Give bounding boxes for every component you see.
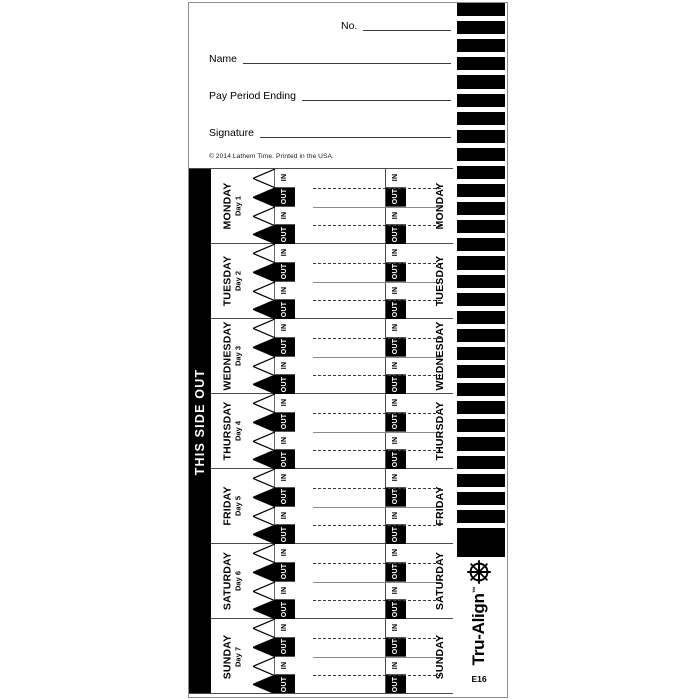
punch-slot-label: IN [392,174,400,182]
punch-slot-in[interactable] [275,544,295,563]
punch-slot-out[interactable] [386,300,406,319]
write-line-dashed [313,600,441,601]
day-label-name: FRIDAY [221,486,234,526]
alignment-barcode-ladder [457,3,505,548]
barcode-bar [457,166,505,179]
punch-slot-out[interactable] [275,413,295,432]
punch-slot-label: OUT [392,601,400,618]
punch-slot-label: IN [281,474,289,482]
day-label-number: Day 2 [233,270,242,292]
this-side-out-label: THIS SIDE OUT [193,368,207,476]
punch-write-area [295,544,385,618]
punch-slot-in[interactable] [386,544,406,563]
punch-slot-in[interactable] [275,169,295,188]
arrow-out-icon [253,563,275,582]
write-line-solid [313,582,441,583]
punch-slot-column-left [275,469,295,543]
punch-slot-label: IN [392,361,400,370]
punch-slot-label: IN [281,361,289,370]
day-label-number: Day 3 [233,346,242,367]
day-label-number: Day 6 [233,570,242,592]
arrow-in-icon [253,169,275,188]
punch-slot-label: IN [281,549,289,557]
barcode-bar [457,148,505,161]
day-label-name: MONDAY [221,182,234,230]
brand-name-text: Tru-Align [469,593,488,666]
weekday-name-block [427,394,453,469]
barcode-bar [457,21,505,34]
punch-arrow-column [253,169,275,243]
punch-slot-label: IN [281,661,289,670]
punch-slot-out[interactable] [275,225,295,244]
day-row [211,469,427,544]
field-pay-period-ending-label: Pay Period Ending [209,90,296,102]
day-label-name: SATURDAY [221,551,234,611]
punch-slot-label: IN [392,436,400,445]
day-label-number: Day 4 [233,420,242,442]
punch-slot-in[interactable] [386,619,406,638]
punch-slot-label: IN [281,586,289,595]
arrow-out-icon [253,338,275,357]
punch-slot-out[interactable] [386,338,406,357]
barcode-bar [457,39,505,52]
arrow-in-icon [253,244,275,263]
punch-slot-out[interactable] [275,375,295,394]
punch-slot-column-left [275,394,295,468]
write-line-dashed [313,638,441,639]
punch-slot-in[interactable] [386,319,406,338]
punch-slot-label: OUT [392,563,400,580]
punch-write-area [295,319,385,393]
day-label-name: WEDNESDAY [221,321,234,391]
brand-name [469,574,489,678]
day-label-strip [211,394,253,468]
punch-slot-label: OUT [281,451,289,468]
punch-slot-out[interactable] [386,263,406,282]
barcode-bar [457,57,505,70]
punch-slot-out[interactable] [275,450,295,469]
barcode-bar [457,419,505,432]
punch-slot-label: OUT [281,638,289,655]
weekday-name-block [427,469,453,544]
field-name [209,50,451,66]
barcode-bar [457,329,505,342]
day-row [211,619,427,694]
punch-slot-label: OUT [392,188,400,205]
barcode-bar [457,112,505,125]
punch-slot-label: OUT [392,376,400,393]
day-label-name: TUESDAY [221,255,234,307]
punch-slot-label: IN [281,324,289,332]
write-line-solid [313,432,441,433]
punch-slot-label: IN [392,661,400,670]
barcode-bar [457,130,505,143]
punch-slot-in[interactable] [386,582,406,601]
field-name-label: Name [209,53,238,65]
barcode-bar [457,474,505,487]
day-label-strip [211,169,253,243]
punch-slot-column-left [275,319,295,393]
arrow-in-icon [253,619,275,638]
punch-slot-label: IN [281,399,289,407]
grid-bottom-rule [189,693,453,694]
punch-slot-in[interactable] [386,469,406,488]
barcode-bar [457,220,505,233]
punch-slot-in[interactable] [386,657,406,676]
arrow-out-icon [253,413,275,432]
field-no [341,17,451,33]
barcode-bar [457,184,505,197]
weekday-name-text: SUNDAY [434,634,446,679]
punch-slot-in[interactable] [275,357,295,376]
weekday-name-text: WEDNESDAY [434,321,446,391]
this-side-out-spine [189,169,211,694]
punch-write-area [295,244,385,318]
punch-slot-in[interactable] [386,507,406,526]
barcode-bar [457,293,505,306]
barcode-bar [457,3,505,16]
punch-slot-label: IN [392,586,400,595]
weekday-name-text: MONDAY [434,182,446,230]
punch-slot-in[interactable] [275,394,295,413]
punch-slot-out[interactable] [386,638,406,657]
field-no-rule[interactable] [363,30,451,31]
punch-slot-in[interactable] [275,582,295,601]
arrow-out-icon [253,525,275,544]
write-line-dashed [313,675,441,676]
punch-slot-label: OUT [392,263,400,280]
punch-slot-label: OUT [281,413,289,430]
punch-slot-label: OUT [392,638,400,655]
punch-slot-label: OUT [281,376,289,393]
barcode-bar [457,437,505,450]
copyright-text: © 2014 Lathem Time. Printed in the USA. [209,153,334,160]
arrow-out-icon [253,300,275,319]
punch-slot-label: OUT [392,338,400,355]
punch-slot-label: IN [281,436,289,445]
punch-slot-label: IN [281,174,289,182]
punch-slot-label: IN [392,286,400,295]
arrow-out-icon [253,225,275,244]
punch-slot-in[interactable] [386,357,406,376]
weekday-name-text: THURSDAY [434,401,446,461]
punch-slot-out[interactable] [386,600,406,619]
punch-slot-out[interactable] [275,525,295,544]
punch-slot-column-left [275,169,295,243]
write-line-dashed [313,338,441,339]
card-header [189,3,453,168]
punch-slot-label: OUT [281,526,289,543]
write-line-solid [313,657,441,658]
punch-slot-label: OUT [281,226,289,243]
punch-slot-label: OUT [281,563,289,580]
arrow-out-icon [253,638,275,657]
punch-slot-out[interactable] [275,488,295,507]
arrow-in-icon [253,582,275,601]
field-signature [209,124,451,140]
punch-write-area [295,169,385,243]
punch-slot-label: OUT [281,263,289,280]
punch-slot-in[interactable] [275,507,295,526]
punch-slot-label: OUT [392,526,400,543]
write-line-dashed [313,563,441,564]
weekday-name-block [427,319,453,394]
barcode-bar [457,383,505,396]
punch-slot-out[interactable] [386,675,406,694]
day-row [211,244,427,319]
write-line-dashed [313,450,441,451]
punch-slot-column-left [275,619,295,694]
punch-slot-label: IN [392,399,400,407]
barcode-bar [457,456,505,469]
barcode-bar [457,75,505,88]
punch-slot-out[interactable] [275,638,295,657]
arrow-in-icon [253,319,275,338]
punch-slot-in[interactable] [386,169,406,188]
arrow-in-icon [253,432,275,451]
punch-slot-out[interactable] [386,375,406,394]
arrow-in-icon [253,394,275,413]
arrow-out-icon [253,375,275,394]
weekday-name-text: FRIDAY [434,486,446,526]
punch-write-area [295,394,385,468]
arrow-in-icon [253,507,275,526]
punch-slot-out[interactable] [275,300,295,319]
punch-slot-label: OUT [392,676,400,693]
punch-slot-label: OUT [281,188,289,205]
punch-slot-out[interactable] [386,525,406,544]
punch-arrow-column [253,619,275,694]
card-model-code: E16 [471,674,487,684]
barcode-bar [457,238,505,251]
punch-slot-label: OUT [281,488,289,505]
weekday-name-block [427,244,453,319]
punch-slot-label: OUT [281,338,289,355]
punch-arrow-column [253,469,275,543]
field-signature-label: Signature [209,127,254,139]
punch-slot-label: OUT [281,601,289,618]
punch-slot-label: OUT [281,301,289,318]
punch-slot-out[interactable] [386,563,406,582]
barcode-bar [457,492,505,505]
barcode-bar [457,510,505,523]
punch-slot-label: IN [281,286,289,295]
barcode-bar [457,202,505,215]
field-name-rule[interactable] [243,63,451,64]
punch-slot-label: IN [392,474,400,482]
arrow-in-icon [253,544,275,563]
arrow-in-icon [253,207,275,226]
punch-slot-label: OUT [281,676,289,693]
barcode-bar [457,365,505,378]
punch-arrow-column [253,394,275,468]
punch-slot-in[interactable] [275,282,295,301]
arrow-in-icon [253,282,275,301]
write-line-solid [313,507,441,508]
arrow-in-icon [253,469,275,488]
punch-slot-in[interactable] [386,282,406,301]
punch-slot-label: IN [281,249,289,257]
punch-slot-in[interactable] [386,432,406,451]
field-no-label: No. [341,20,358,32]
punch-write-area [295,469,385,543]
punch-slot-in[interactable] [386,207,406,226]
punch-slot-out[interactable] [275,263,295,282]
punch-slot-label: IN [392,549,400,557]
punch-slot-out[interactable] [386,450,406,469]
write-line-dashed [313,488,441,489]
punch-slot-column-left [275,544,295,618]
barcode-bar [457,256,505,269]
barcode-bar [457,347,505,360]
punch-slot-label: IN [392,211,400,220]
punch-slot-out[interactable] [275,563,295,582]
brand-block [451,548,507,698]
arrow-out-icon [253,600,275,619]
day-label-strip [211,244,253,318]
punch-slot-in[interactable] [386,394,406,413]
write-line-dashed [313,263,441,264]
arrow-out-icon [253,188,275,207]
arrow-out-icon [253,675,275,694]
day-label-number: Day 5 [233,495,242,517]
punch-slot-label: IN [281,624,289,632]
day-label-number: Day 7 [233,646,242,667]
punch-slot-label: OUT [392,488,400,505]
weekday-name-block [427,169,453,244]
barcode-bar [457,311,505,324]
write-line-solid [313,282,441,283]
arrow-out-icon [253,450,275,469]
arrow-in-icon [253,357,275,376]
day-label-strip [211,469,253,543]
day-label-strip [211,319,253,393]
punch-slot-in[interactable] [386,244,406,263]
punch-slot-label: IN [281,511,289,520]
field-pay-period-ending-rule[interactable] [302,100,451,101]
punch-slot-out[interactable] [275,188,295,207]
punch-slot-label: IN [392,624,400,632]
day-label-name: SUNDAY [221,634,234,679]
day-row [211,544,427,619]
trademark-symbol: ™ [472,586,480,594]
day-label-number: Day 1 [233,196,242,217]
punch-slot-out[interactable] [275,600,295,619]
punch-arrow-column [253,544,275,618]
punch-slot-in[interactable] [275,432,295,451]
weekday-name-block [427,544,453,619]
barcode-bar [457,94,505,107]
weekday-name-block [427,619,453,694]
punch-slot-out[interactable] [386,225,406,244]
punch-arrow-column [253,319,275,393]
punch-slot-column-left [275,244,295,318]
write-line-solid [313,207,441,208]
punch-slot-label: IN [392,249,400,257]
punch-arrow-column [253,244,275,318]
write-line-dashed [313,375,441,376]
punch-slot-out[interactable] [275,338,295,357]
day-label-strip [211,619,253,694]
day-row [211,319,427,394]
punch-slot-in[interactable] [275,619,295,638]
arrow-out-icon [253,488,275,507]
punch-slot-out[interactable] [386,413,406,432]
day-label-name: THURSDAY [221,401,234,461]
punch-slot-in[interactable] [275,657,295,676]
write-line-dashed [313,525,441,526]
barcode-bar [457,401,505,414]
punch-slot-label: IN [392,511,400,520]
punch-slot-label: OUT [392,413,400,430]
punch-write-area [295,619,385,694]
punch-slot-label: OUT [392,451,400,468]
arrow-in-icon [253,657,275,676]
punch-slot-in[interactable] [275,319,295,338]
punch-slot-in[interactable] [275,207,295,226]
punch-slot-label: OUT [392,226,400,243]
day-label-strip [211,544,253,618]
day-row [211,169,427,244]
field-pay-period-ending [209,87,451,103]
weekday-name-column [427,169,453,694]
arrow-out-icon [253,263,275,282]
write-line-dashed [313,413,441,414]
punch-slot-out[interactable] [386,488,406,507]
write-line-dashed [313,188,441,189]
weekday-name-text: TUESDAY [434,255,446,307]
barcode-bar [457,275,505,288]
write-line-dashed [313,300,441,301]
punch-slot-out[interactable] [386,188,406,207]
punch-slot-label: IN [392,324,400,332]
day-row [211,394,427,469]
punch-slot-in[interactable] [275,469,295,488]
punch-slot-in[interactable] [275,244,295,263]
punch-slot-label: IN [281,211,289,220]
punch-slot-label: OUT [392,301,400,318]
time-card [188,2,508,698]
punch-slot-out[interactable] [275,675,295,694]
field-signature-rule[interactable] [260,137,451,138]
write-line-solid [313,357,441,358]
punch-grid [189,168,453,693]
write-line-dashed [313,225,441,226]
weekday-name-text: SATURDAY [434,551,446,611]
